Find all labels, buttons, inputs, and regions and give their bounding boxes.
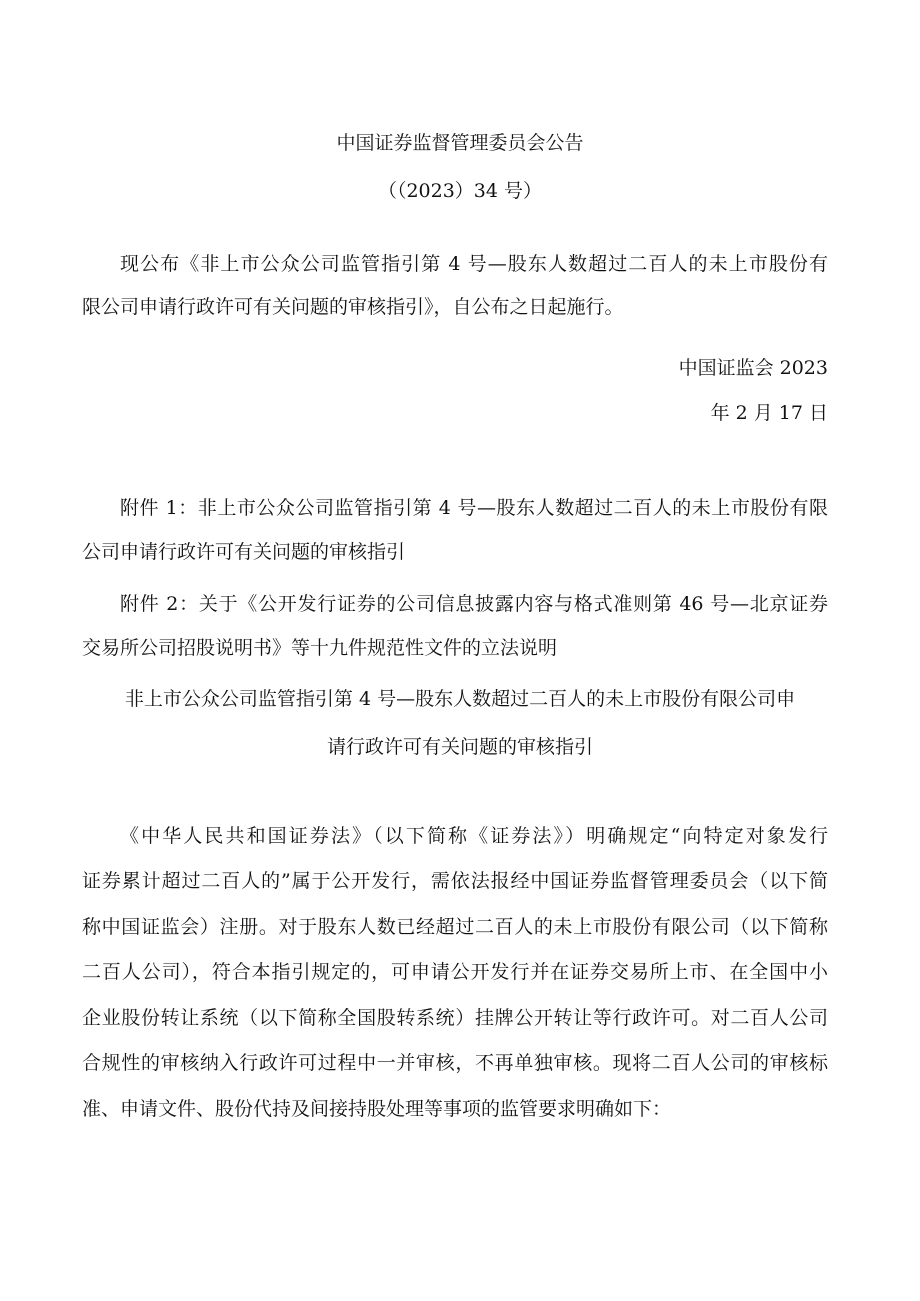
body-line-1: 《中华人民共和国证券法》（以下简称《证券法》）明确规定“向特定对象发行 <box>120 825 828 847</box>
body-line-6: 合规性的审核纳入行政许可过程中一并审核，不再单独审核。现将二百人公司的审核标 <box>82 1052 828 1074</box>
guideline-title-line-1: 非上市公众公司监管指引第 4 号—股东人数超过二百人的未上市股份有限公司申 <box>124 688 796 710</box>
body-line-5: 企业股份转让系统（以下简称全国股转系统）挂牌公开转让等行政许可。对二百人公司 <box>82 1007 828 1029</box>
attachment-1-line-1: 附件 1：非上市公众公司监管指引第 4 号—股东人数超过二百人的未上市股份有限 <box>120 497 828 519</box>
signature-issuer: 中国证监会 2023 <box>678 357 828 379</box>
attachment-2-line-2: 交易所公司招股说明书》等十九件规范性文件的立法说明 <box>82 637 558 659</box>
document-title: 中国证券监督管理委员会公告 <box>336 132 584 154</box>
body-line-7: 准、申请文件、股份代持及间接持股处理等事项的监管要求明确如下： <box>82 1098 672 1120</box>
attachment-2-line-1: 附件 2：关于《公开发行证券的公司信息披露内容与格式准则第 46 号—北京证券 <box>120 593 828 615</box>
body-line-3: 称中国证监会）注册。对于股东人数已经超过二百人的未上市股份有限公司（以下简称 <box>82 916 828 938</box>
guideline-title-line-2: 请行政许可有关问题的审核指引 <box>326 736 593 758</box>
body-line-2: 证券累计超过二百人的”属于公开发行，需依法报经中国证券监督管理委员会（以下简 <box>82 870 828 892</box>
signature-date: 年 2 月 17 日 <box>710 402 828 424</box>
announcement-line-2: 限公司申请行政许可有关问题的审核指引》，自公布之日起施行。 <box>82 296 624 318</box>
announcement-line-1: 现公布《非上市公众公司监管指引第 4 号—股东人数超过二百人的未上市股份有 <box>120 253 828 275</box>
attachment-1-line-2: 公司申请行政许可有关问题的审核指引 <box>82 541 406 563</box>
body-line-4: 二百人公司），符合本指引规定的，可申请公开发行并在证券交易所上市、在全国中小 <box>82 961 828 983</box>
document-number: （（2023）34 号） <box>377 180 543 202</box>
